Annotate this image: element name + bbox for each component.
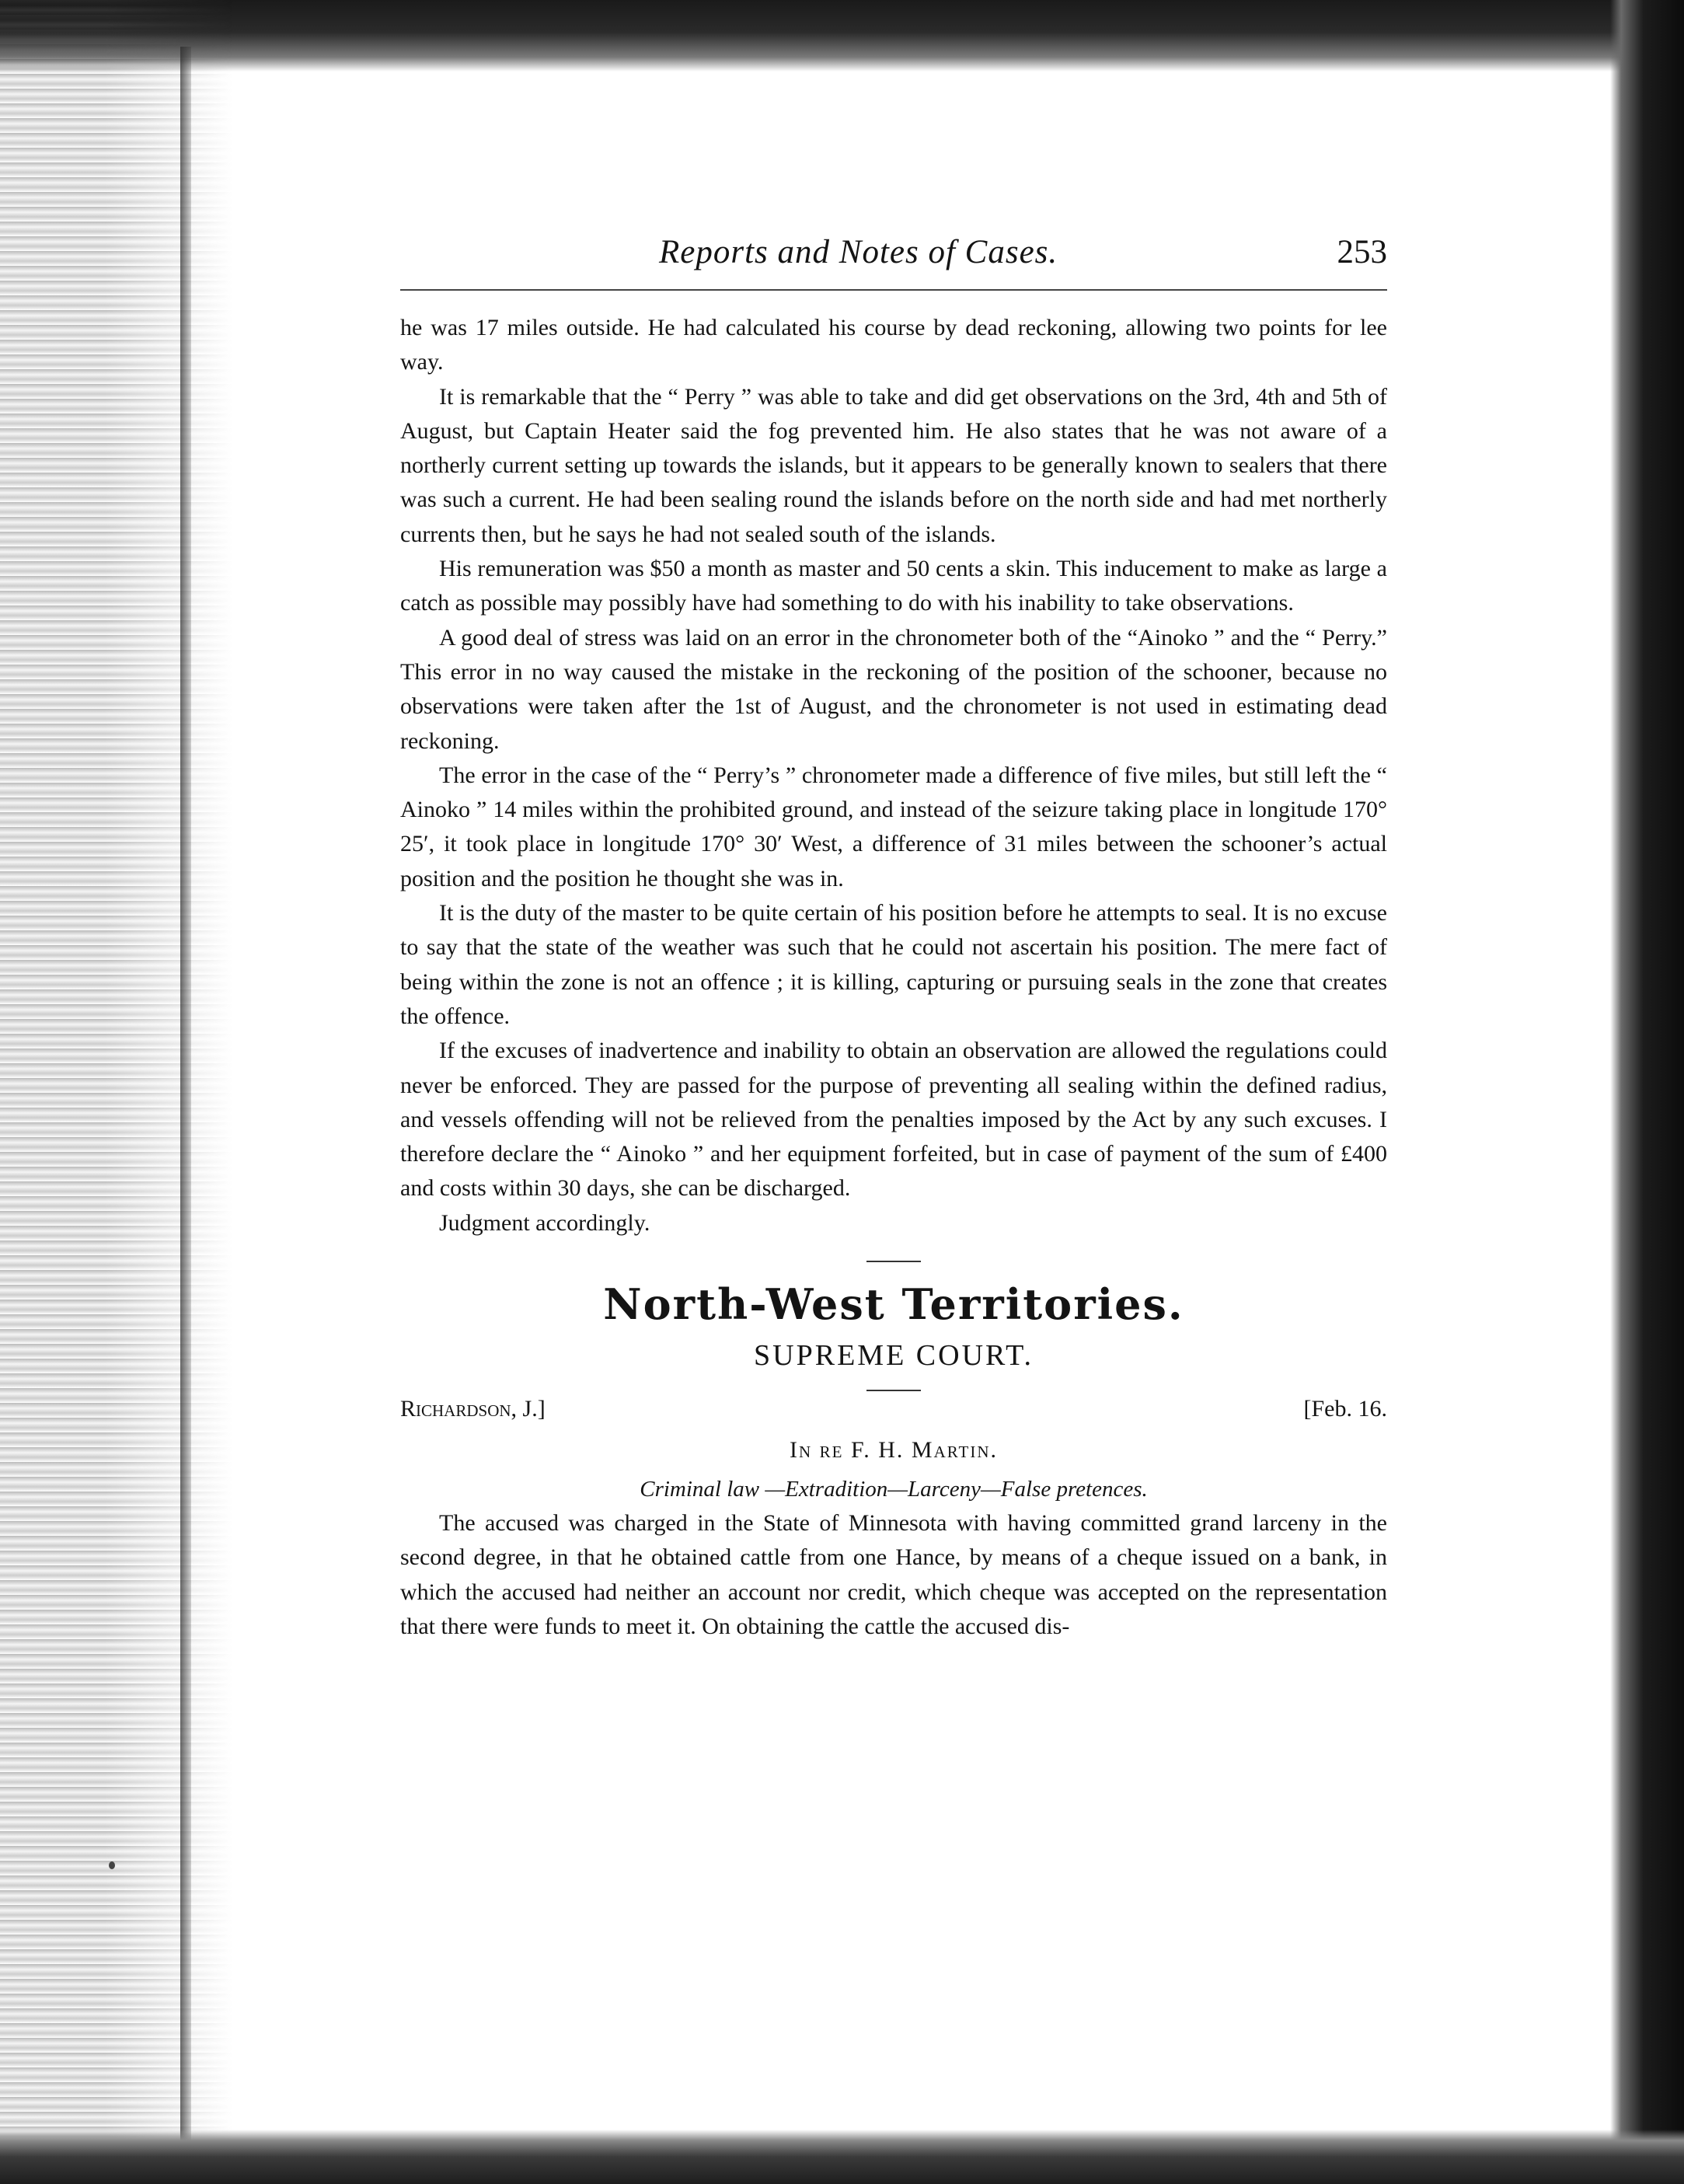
court-name: SUPREME COURT. [754, 1339, 1034, 1373]
paragraph: he was 17 miles outside. He had calculated his course by dead reckoning, allowing two points for lee way. [400, 315, 1387, 375]
paragraph: It is remarkable that the “ Perry ” was able to take and did get observations on the 3rd, 4th and 5th of August, but Captain Heater said the fog prevented him. He also states that he was not aware of a northerly current setting up towards the islands, but it appears to be generally known to sealers that there was such a current. He had been sealing round the islands before on the north side and had met northerly currents then, but he says he had not sealed south of the islands. [400, 383, 1387, 547]
scan-edge-top [0, 0, 1684, 72]
judgment-line: Judgment accordingly. [439, 1209, 650, 1236]
paragraph: His remuneration was $50 a month as master and 50 cents a skin. This inducement to make as large a catch as possible may possibly have had something to do with his inability to take observations. [400, 556, 1387, 616]
case-name: In re F. H. Martin. [789, 1437, 998, 1464]
paragraph: A good deal of stress was laid on an error in the chronometer both of the “Ainoko ” and the “ Perry.” This error in no way caused the mistake in the reckoning of the position of the schooner, because no observations were taken after the 1st of August, and the chronometer is not used in estimating dead reckoning. [400, 624, 1387, 754]
margin-mark [109, 1861, 115, 1869]
section-divider [866, 1261, 921, 1262]
paragraph: If the excuses of inadvertence and inability to obtain an observation are allowed the regulations could never be enforced. They are passed for the purpose of preventing all sealing within the defined radius, and vessels offending will not be relieved from the penalties imposed by the Act by any such excuses. I therefore declare the “ Ainoko ” and her equipment forfeited, but in case of payment of the sum of £400 and costs within 30 days, she can be discharged. [400, 1038, 1387, 1202]
running-header-title: Reports and Notes of Cases. [659, 234, 1058, 270]
scan-edge-right [1610, 0, 1684, 2184]
paragraph: It is the duty of the master to be quite certain of his position before he attempts to seal. It is no excuse to say that the state of the weather was such that he could not ascertain his position. The mere fact of being within the zone is not an offence ; it is killing, capturing or pursuing seals in the zone that creates the offence. [400, 900, 1387, 1029]
paragraph: The error in the case of the “ Perry’s ” chronometer made a difference of five miles, but still left the “ Ainoko ” 14 miles within the prohibited ground, and instead of the seizure taking place in longitude 170° 25′, it took place in longitude 170° 30′ West, a difference of 31 miles between the schooner’s actual position and the position he thought she was in. [400, 762, 1387, 891]
binding-shadow [180, 47, 191, 2145]
paragraph: The accused was charged in the State of Minnesota with having committed grand larceny in the second degree, in that he obtained cattle from one Hance, by means of a cheque issued on a bank, in which the accused had neither an account nor credit, which cheque was accepted on the representation that there were funds to meet it. On obtaining the cattle the accused dis- [400, 1510, 1387, 1639]
judge-date-line [400, 1396, 1387, 1430]
running-header [400, 233, 1387, 288]
decision-date: [Feb. 16. [1303, 1396, 1387, 1422]
page-content [400, 233, 1387, 1644]
page-number: 253 [1337, 234, 1387, 270]
case-topic: Criminal law —Extradition—Larceny—False pretences. [640, 1477, 1148, 1502]
body-text [400, 311, 1387, 1644]
court-divider [866, 1390, 921, 1391]
section-title: North-West Territories. [603, 1279, 1184, 1330]
scan-edge-bottom [0, 2130, 1684, 2184]
judge-name: Richardson, J.] [400, 1396, 546, 1422]
scan-edge-left [0, 0, 233, 2184]
header-rule [400, 289, 1387, 291]
